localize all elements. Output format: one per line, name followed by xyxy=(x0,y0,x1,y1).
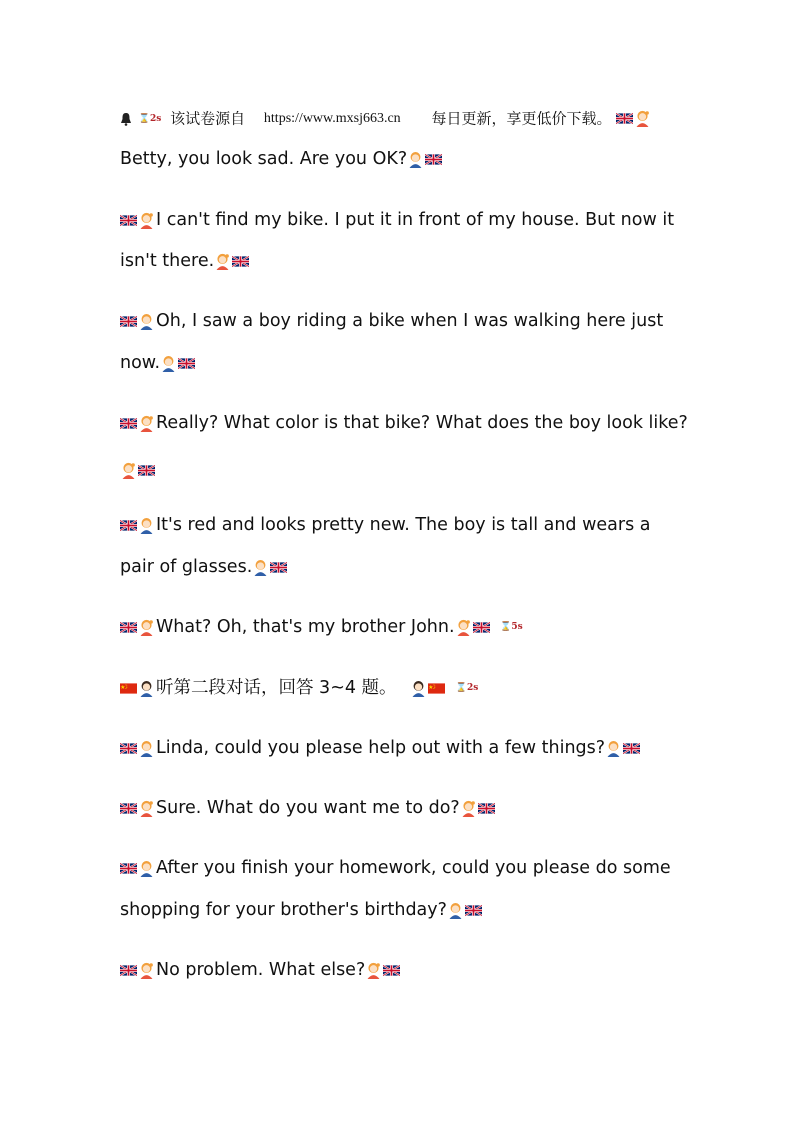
line-text: Sure. What do you want me to do? xyxy=(156,798,460,818)
line-text: now. xyxy=(120,353,161,373)
instruction-line xyxy=(120,676,478,700)
line-text: I can't find my bike. I put it in front of my house. But now it xyxy=(156,210,675,230)
uk-flag-icon xyxy=(120,622,137,633)
girl-avatar-icon xyxy=(138,619,155,636)
dialogue-line xyxy=(120,555,288,579)
uk-flag-icon xyxy=(178,358,195,369)
dialogue-line xyxy=(120,898,483,922)
dialogue-line xyxy=(120,615,523,639)
hourglass-timer: ⌛2s xyxy=(455,683,479,693)
dialogue-line xyxy=(120,351,196,375)
line-text: isn't there. xyxy=(120,251,215,271)
dialogue-line xyxy=(120,208,674,232)
girl-avatar-icon xyxy=(138,962,155,979)
uk-flag-icon xyxy=(120,215,137,226)
source-url[interactable]: https://www.mxsj663.cn xyxy=(263,110,401,126)
boy-avatar-icon xyxy=(160,355,177,372)
uk-flag-icon xyxy=(120,743,137,754)
uk-flag-icon xyxy=(465,905,482,916)
girl-avatar-icon xyxy=(455,619,472,636)
boy-avatar-icon xyxy=(447,902,464,919)
hourglass-timer: ⌛5s xyxy=(500,622,523,632)
girl-avatar-icon xyxy=(214,253,231,270)
uk-flag-icon xyxy=(120,965,137,976)
girl-avatar-icon xyxy=(634,110,651,127)
dialogue-line xyxy=(120,147,443,171)
line-text: It's red and looks pretty new. The boy is tall and wears a xyxy=(156,515,651,535)
china-flag-icon xyxy=(120,683,137,694)
header-line xyxy=(120,106,652,131)
bell-icon xyxy=(120,112,132,126)
dialogue-line xyxy=(120,856,671,880)
boy-avatar-icon xyxy=(138,517,155,534)
uk-flag-icon xyxy=(425,154,442,165)
dialogue-line xyxy=(120,796,496,820)
boy-avatar-icon xyxy=(605,740,622,757)
boy-avatar-icon xyxy=(138,680,155,697)
uk-flag-icon xyxy=(478,803,495,814)
boy-avatar-icon xyxy=(407,151,424,168)
uk-flag-icon xyxy=(138,465,155,476)
boy-avatar-icon xyxy=(252,559,269,576)
boy-avatar-icon xyxy=(138,740,155,757)
girl-avatar-icon xyxy=(138,415,155,432)
line-text: After you finish your homework, could you please do some xyxy=(156,858,671,878)
line-text: What? Oh, that's my brother John. xyxy=(156,617,455,637)
line-text: Linda, could you please help out with a few things? xyxy=(156,738,606,758)
source-label: 该试卷源自 xyxy=(170,109,246,128)
uk-flag-icon xyxy=(120,803,137,814)
boy-avatar-icon xyxy=(410,680,427,697)
boy-avatar-icon xyxy=(138,860,155,877)
dialogue-line xyxy=(120,411,688,435)
dialogue-line xyxy=(120,513,651,537)
boy-avatar-icon xyxy=(138,313,155,330)
girl-avatar-icon xyxy=(138,212,155,229)
girl-avatar-icon xyxy=(365,962,382,979)
uk-flag-icon xyxy=(120,863,137,874)
uk-flag-icon xyxy=(120,316,137,327)
uk-flag-icon xyxy=(616,113,633,124)
line-text: Really? What color is that bike? What does the boy look like? xyxy=(156,413,688,433)
dialogue-line xyxy=(120,736,641,760)
girl-avatar-icon xyxy=(138,800,155,817)
uk-flag-icon xyxy=(383,965,400,976)
line-text: Betty, you look sad. Are you OK? xyxy=(120,149,408,169)
girl-avatar-icon xyxy=(460,800,477,817)
uk-flag-icon xyxy=(232,256,249,267)
china-flag-icon xyxy=(428,683,445,694)
line-text: pair of glasses. xyxy=(120,557,253,577)
uk-flag-icon xyxy=(120,418,137,429)
uk-flag-icon xyxy=(120,520,137,531)
uk-flag-icon xyxy=(473,622,490,633)
uk-flag-icon xyxy=(623,743,640,754)
line-text: No problem. What else? xyxy=(156,960,366,980)
dialogue-line xyxy=(120,458,156,482)
slogan-text: 每日更新，享更低价下载。 xyxy=(431,109,612,128)
hourglass-timer: ⌛2s xyxy=(138,113,162,124)
line-text: shopping for your brother's birthday? xyxy=(120,900,447,920)
instruction-text: 听第二段对话，回答 3~4 题。 xyxy=(156,678,397,698)
dialogue-line xyxy=(120,249,250,273)
dialogue-line xyxy=(120,309,663,333)
line-text: Oh, I saw a boy riding a bike when I was walking here just xyxy=(156,311,664,331)
uk-flag-icon xyxy=(270,562,287,573)
dialogue-line xyxy=(120,958,401,982)
girl-avatar-icon xyxy=(120,462,137,479)
